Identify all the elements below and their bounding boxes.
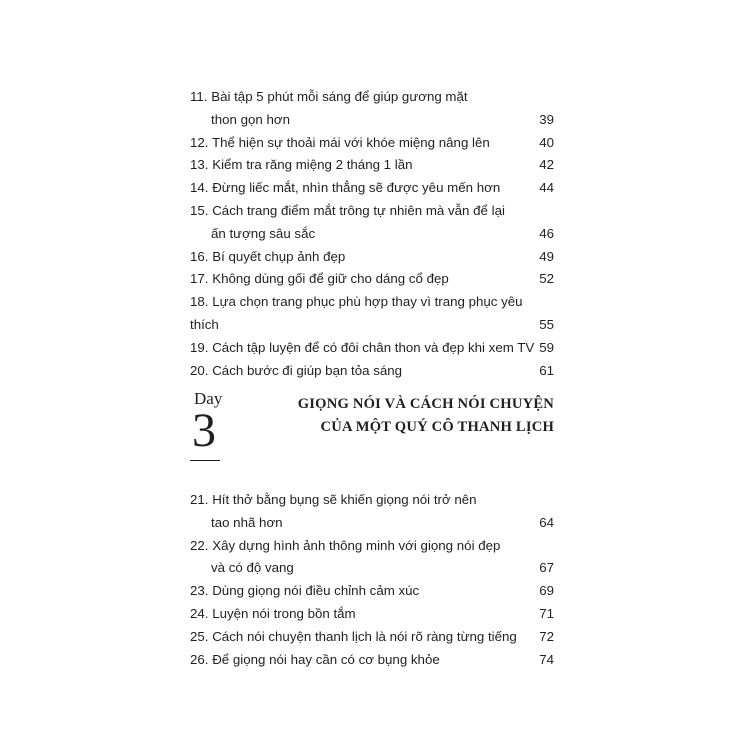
- toc-entry-title-text: Thể hiện sự thoải mái với khóe miệng nâng lên: [211, 134, 490, 150]
- toc-entry[interactable]: [190, 360, 554, 383]
- toc-entry-title-line: [190, 268, 554, 291]
- toc-entry-title-line: [190, 86, 554, 109]
- toc-entry-title-text: thon gọn hơn: [211, 111, 290, 127]
- toc-entry[interactable]: [190, 626, 554, 649]
- toc-entry-title-text: Dùng giọng nói điều chỉnh cảm xúc: [212, 583, 420, 599]
- toc-list-part1: [190, 86, 554, 382]
- toc-entry-page-number: 74: [539, 651, 554, 667]
- toc-entry[interactable]: [190, 649, 554, 672]
- toc-entry[interactable]: [190, 268, 554, 291]
- toc-entry-title-line: [190, 603, 554, 626]
- toc-entry-title-text: ấn tượng sâu sắc: [211, 225, 316, 241]
- toc-entry-title-line: [190, 512, 554, 535]
- toc-entry-number: 20.: [190, 362, 209, 378]
- toc-entry-page-number: 69: [539, 583, 554, 599]
- toc-entry[interactable]: [190, 132, 554, 155]
- toc-entry-title-text: Cách tập luyện để có đôi chân thon và đẹp khi xem TV: [212, 339, 535, 355]
- toc-entry-title-line: [190, 291, 554, 337]
- toc-entry-title-text: Bí quyết chụp ảnh đẹp: [212, 248, 346, 264]
- toc-entry-page-number: 40: [539, 134, 554, 150]
- toc-entry-title-line: [190, 109, 554, 132]
- day-label: Day: [194, 389, 223, 408]
- toc-entry-page-number: 64: [539, 514, 554, 530]
- toc-entry[interactable]: [190, 86, 554, 132]
- toc-entry[interactable]: [190, 200, 554, 246]
- toc-entry-page-number: 42: [539, 157, 554, 173]
- toc-entry[interactable]: [190, 337, 554, 360]
- toc-entry[interactable]: [190, 291, 554, 337]
- chapter-header: [190, 388, 554, 468]
- toc-entry-number: 25.: [190, 628, 209, 644]
- toc-entry[interactable]: [190, 580, 554, 603]
- toc-entry-title-text: tao nhã hơn: [211, 514, 283, 530]
- toc-entry-number: 14.: [190, 180, 209, 196]
- toc-entry-title-line: [190, 557, 554, 580]
- toc-entry-title-line: [190, 223, 554, 246]
- toc-entry-title-text: Bài tập 5 phút mỗi sáng để giúp gương mặt: [211, 89, 468, 104]
- toc-entry[interactable]: [190, 246, 554, 269]
- toc-entry[interactable]: [190, 177, 554, 200]
- toc-entry-page-number: 71: [539, 605, 554, 621]
- toc-entry-title-text: Cách nói chuyện thanh lịch là nói rõ ràng từng tiếng: [212, 628, 517, 644]
- toc-entry-number: 11.: [190, 89, 208, 104]
- toc-entry-number: 18.: [190, 294, 209, 310]
- toc-entry-title-text: Cách bước đi giúp bạn tỏa sáng: [212, 362, 403, 378]
- toc-entry-title-text: Luyện nói trong bồn tắm: [212, 605, 356, 621]
- toc-entry-title-line: [190, 489, 554, 512]
- toc-list-part2: [190, 489, 554, 671]
- toc-entry-page-number: 39: [539, 111, 554, 127]
- toc-entry[interactable]: [190, 489, 554, 535]
- toc-entry-page-number: 52: [539, 271, 554, 287]
- toc-entry-title-line: [190, 246, 554, 269]
- toc-entry-title-line: [190, 132, 554, 155]
- toc-entry-number: 17.: [190, 271, 209, 287]
- toc-entry-title-text: Hít thở bằng bụng sẽ khiến giọng nói trở nên: [212, 492, 477, 507]
- toc-entry[interactable]: [190, 154, 554, 177]
- toc-entry-title-text: Đừng liếc mắt, nhìn thẳng sẽ được yêu mến hơn: [212, 180, 501, 196]
- toc-entry-page-number: 46: [539, 225, 554, 241]
- toc-entry[interactable]: [190, 535, 554, 581]
- toc-entry-title-line: [190, 154, 554, 177]
- toc-entry-number: 23.: [190, 583, 209, 599]
- toc-entry-number: 12.: [190, 134, 209, 150]
- toc-entry-number: 13.: [190, 157, 209, 173]
- toc-entry-title-text: và có độ vang: [211, 560, 294, 576]
- toc-entry-number: 24.: [190, 605, 209, 621]
- toc-entry-title-text: Kiểm tra răng miệng 2 tháng 1 lần: [212, 157, 413, 173]
- chapter-title-line1: GIỌNG NÓI VÀ CÁCH NÓI CHUYỆN: [297, 396, 554, 412]
- toc-entry-page-number: 67: [539, 560, 554, 576]
- day-number: 3: [192, 404, 216, 457]
- toc-entry-title-text: Để giọng nói hay cần có cơ bụng khỏe: [212, 651, 440, 667]
- toc-entry-number: 15.: [190, 202, 209, 218]
- toc-entry-page-number: 59: [539, 339, 554, 355]
- chapter-title: [298, 393, 554, 439]
- toc-entry-page-number: 44: [539, 180, 554, 196]
- toc-entry-title-text: Lựa chọn trang phục phù hợp thay vì trang phục yêu thích: [190, 294, 523, 332]
- day-underline: [190, 460, 220, 461]
- toc-entry-number: 21.: [190, 492, 209, 507]
- toc-entry-title-line: [190, 580, 554, 603]
- toc-entry-number: 16.: [190, 248, 209, 264]
- toc-entry-page-number: 55: [539, 316, 554, 332]
- toc-entry[interactable]: [190, 603, 554, 626]
- toc-entry-title-line: [190, 649, 554, 672]
- toc-entry-page-number: 72: [539, 628, 554, 644]
- toc-entry-title-line: [190, 337, 554, 360]
- toc-entry-number: 26.: [190, 651, 209, 667]
- toc-entry-title-line: [190, 177, 554, 200]
- chapter-title-line2: CỦA MỘT QUÝ CÔ THANH LỊCH: [320, 419, 554, 435]
- toc-entry-title-line: [190, 200, 554, 223]
- toc-entry-title-line: [190, 360, 554, 383]
- toc-entry-page-number: 49: [539, 248, 554, 264]
- toc-entry-number: 19.: [190, 339, 209, 355]
- toc-entry-title-text: Không dùng gối để giữ cho dáng cổ đẹp: [212, 271, 449, 287]
- toc-entry-title-line: [190, 535, 554, 558]
- toc-entry-title-text: Xây dựng hình ảnh thông minh với giọng nói đẹp: [212, 537, 501, 553]
- toc-entry-page-number: 61: [539, 362, 554, 378]
- toc-entry-title-text: Cách trang điểm mắt trông tự nhiên mà vẫn để lại: [212, 202, 505, 218]
- toc-entry-title-line: [190, 626, 554, 649]
- toc-entry-number: 22.: [190, 537, 209, 553]
